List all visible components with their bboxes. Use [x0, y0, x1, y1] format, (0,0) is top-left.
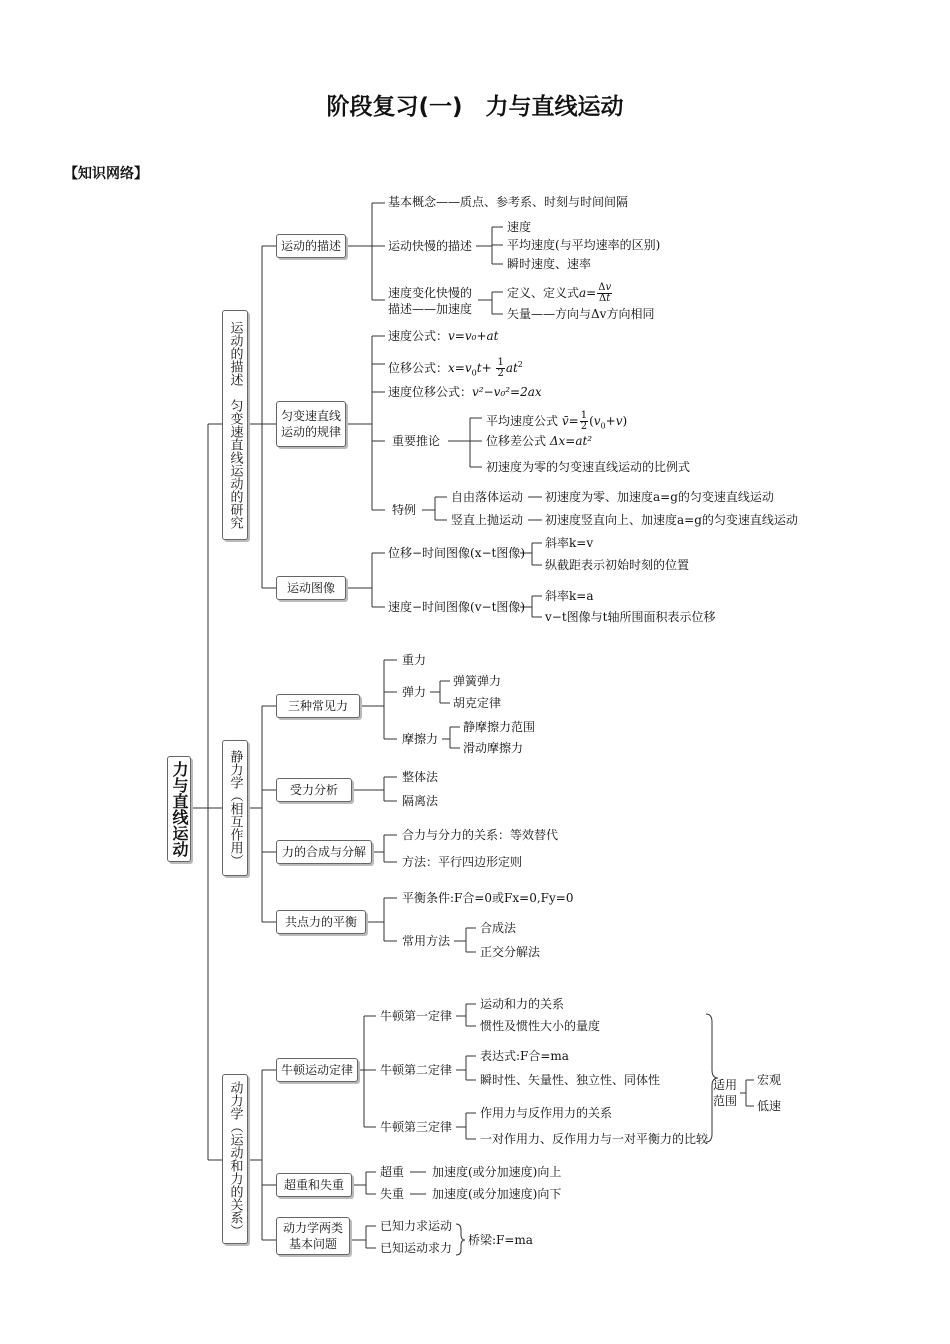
sliding-friction: 滑动摩擦力	[463, 741, 524, 755]
equilibrium-condition: 平衡条件:F合=0或Fx=0,Fy=0	[402, 891, 574, 905]
known-force-find-motion: 已知力求运动	[380, 1219, 453, 1233]
friction: 摩擦力	[402, 732, 439, 746]
root-node: 力与直线运动	[167, 756, 191, 862]
node-equilibrium: 共点力的平衡	[276, 910, 366, 934]
weightlessness-description: 加速度(或分加速度)向下	[432, 1187, 562, 1201]
known-motion-find-force: 已知运动求力	[380, 1241, 453, 1255]
acceleration-vector: 矢量——方向与Δv方向相同	[507, 307, 655, 321]
overweight-description: 加速度(或分加速度)向上	[432, 1165, 562, 1179]
node-graphs: 运动图像	[276, 576, 346, 600]
newton-second-law: 牛顿第二定律	[380, 1063, 453, 1077]
velocity-formula: 速度公式：v=v₀+at	[388, 329, 499, 343]
newton-third-law: 牛顿第三定律	[380, 1120, 453, 1134]
special-cases: 特例	[392, 503, 417, 517]
first-law-b: 惯性及惯性大小的量度	[480, 1019, 601, 1033]
whole-method: 整体法	[402, 770, 439, 784]
xt-slope: 斜率k=v	[545, 536, 594, 550]
node-three-forces: 三种常见力	[276, 694, 360, 718]
branch-dynamics: 动力学（运动和力的关系）	[222, 1074, 248, 1244]
average-speed: 平均速度(与平均速率的区别)	[507, 238, 661, 252]
speed: 速度	[507, 220, 532, 234]
second-law-a: 表达式:F合=ma	[480, 1049, 569, 1063]
branch-kinematics: 运动的描述 匀变速直线运动的研究	[222, 310, 248, 540]
xt-graph: 位移−时间图像(x−t图像)	[388, 546, 526, 560]
static-friction: 静摩擦力范围	[463, 720, 536, 734]
speed-description: 运动快慢的描述	[388, 239, 473, 253]
node-overweight: 超重和失重	[276, 1173, 352, 1197]
vt-slope: 斜率k=a	[545, 589, 594, 603]
xt-intercept: 纵截距表示初始时刻的位置	[545, 558, 690, 572]
vt-graph: 速度−时间图像(v−t图像)	[388, 600, 526, 614]
orthogonal-decomposition: 正交分解法	[480, 945, 541, 959]
macroscopic: 宏观	[757, 1073, 782, 1087]
gravity: 重力	[402, 653, 427, 667]
isolation-method: 隔离法	[402, 794, 439, 808]
node-laws: 匀变速直线运动的规律	[276, 401, 346, 447]
newton-first-law: 牛顿第一定律	[380, 1009, 453, 1023]
bridge: 桥梁:F=ma	[468, 1233, 533, 1247]
node-newton-laws: 牛顿运动定律	[276, 1058, 358, 1082]
vt-area: v−t图像与t轴所围面积表示位移	[545, 610, 716, 624]
common-methods: 常用方法	[402, 934, 451, 948]
synthesis-method: 合成法	[480, 921, 517, 935]
basic-concepts: 基本概念——质点、参考系、时刻与时间间隔	[388, 195, 629, 209]
branch-statics: 静力学（相互作用）	[222, 740, 248, 876]
weightlessness: 失重	[380, 1187, 405, 1201]
scope-of-application: 适用范围	[713, 1078, 738, 1108]
low-speed: 低速	[757, 1099, 782, 1113]
free-fall-description: 初速度为零、加速度a=g的匀变速直线运动	[545, 490, 774, 504]
equivalent-substitution: 合力与分力的关系：等效替代	[402, 828, 559, 842]
first-law-a: 运动和力的关系	[480, 997, 565, 1011]
displacement-formula: 位移公式：$x=v_0t+$ $\frac{1}{2}$ $at^2$	[388, 357, 523, 379]
vertical-throw: 竖直上抛运动	[451, 513, 524, 527]
displacement-difference-formula: 位移差公式 Δx=at²	[486, 434, 593, 448]
velocity-displacement-formula: 速度位移公式：v²−v₀²=2ax	[388, 385, 542, 399]
second-law-b: 瞬时性、矢量性、独立性、同体性	[480, 1073, 661, 1087]
node-two-problems: 动力学两类基本问题	[276, 1217, 350, 1255]
elastic-force: 弹力	[402, 685, 427, 699]
overweight: 超重	[380, 1165, 405, 1179]
section-heading: 【知识网络】	[64, 166, 148, 182]
spring-force: 弹簧弹力	[453, 674, 502, 688]
node-force-analysis: 受力分析	[276, 778, 352, 802]
node-describe: 运动的描述	[276, 234, 346, 258]
parallelogram-rule: 方法：平行四边形定则	[402, 855, 523, 869]
important-inferences: 重要推论	[392, 434, 441, 448]
ratio-formulas: 初速度为零的匀变速直线运动的比例式	[486, 460, 691, 474]
instant-speed: 瞬时速度、速率	[507, 257, 592, 271]
vertical-throw-description: 初速度竖直向上、加速度a=g的匀变速直线运动	[545, 513, 798, 527]
third-law-a: 作用力与反作用力的关系	[480, 1106, 613, 1120]
free-fall: 自由落体运动	[451, 490, 524, 504]
node-composition: 力的合成与分解	[276, 840, 372, 864]
third-law-b: 一对作用力、反作用力与一对平衡力的比较	[480, 1132, 709, 1146]
acceleration-description: 速度变化快慢的描述——加速度	[388, 286, 473, 316]
hookes-law: 胡克定律	[453, 696, 502, 710]
average-velocity-formula: 平均速度公式 v̄= $\frac{1}{2}$ $(v_0+v)$	[486, 410, 628, 432]
acceleration-definition: 定义、定义式a= $\frac{\Delta v}{\Delta t}$	[507, 282, 612, 304]
page-title: 阶段复习(一) 力与直线运动	[326, 94, 624, 120]
